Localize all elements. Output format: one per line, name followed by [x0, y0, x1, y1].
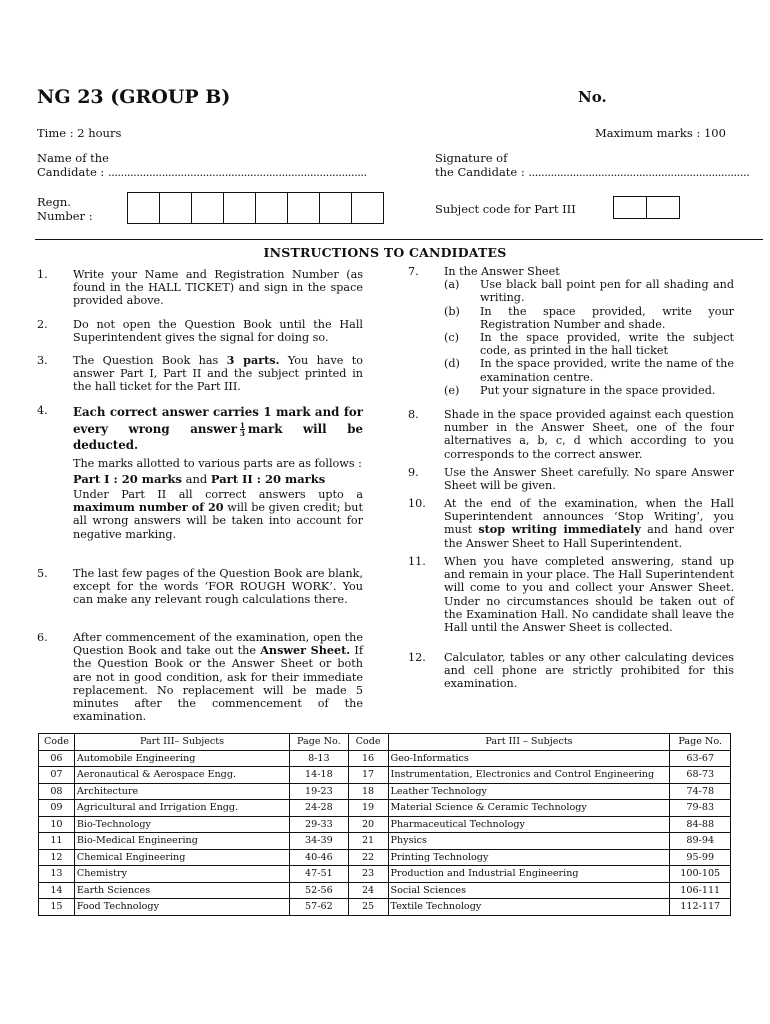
cell-subject: Pharmaceutical Technology: [388, 816, 670, 833]
cell-page-no: 24-28: [290, 800, 348, 817]
subject-code-table: [38, 733, 731, 916]
cell-code: 23: [348, 866, 388, 883]
regn-number-boxes[interactable]: [128, 192, 384, 224]
name-field[interactable]: [37, 165, 367, 179]
cell-page-no: 106-111: [670, 882, 731, 899]
col-header-code: Code: [348, 734, 388, 751]
cell-code: 17: [348, 767, 388, 784]
instruction-text: Calculator, tables or any other calculating devices and cell phone are strictly prohibited for this examination.: [444, 651, 734, 691]
cell-subject: Material Science & Ceramic Technology: [388, 800, 670, 817]
cell-subject: Food Technology: [74, 899, 289, 916]
name-label-line2: Candidate :: [37, 165, 108, 179]
instruction-number: 6.: [37, 631, 48, 644]
col-header-subjects: Part III– Subjects: [74, 734, 289, 751]
cell-subject: Aeronautical & Aerospace Engg.: [74, 767, 289, 784]
subject-code-box[interactable]: [613, 196, 647, 219]
signature-field[interactable]: [435, 165, 749, 179]
cell-subject: Bio-Medical Engineering: [74, 833, 289, 850]
exam-title: NG 23 (GROUP B): [37, 86, 231, 108]
cell-subject: Automobile Engineering: [74, 750, 289, 767]
max-marks-label: Maximum marks : 100: [595, 126, 726, 140]
instruction-text: When you have completed answering, stand up and remain in your place. The Hall Superintendent will come to you and collect your Answer Sheet. Under no circumstances should be taken out of the Examination Hall. No candidate shall leave the Hall until the Answer Sheet is collected.: [444, 555, 734, 635]
cell-code: 15: [39, 899, 75, 916]
instruction-text: Do not open the Question Book until the Hall Superintendent gives the signal for doing so.: [73, 318, 363, 345]
instruction-number: 12.: [408, 651, 426, 664]
regn-label-line1: Regn.: [37, 195, 71, 209]
cell-code: 19: [348, 800, 388, 817]
table-header-row: [39, 734, 731, 751]
regn-box[interactable]: [191, 192, 224, 224]
cell-subject: Instrumentation, Electronics and Control Engineering: [388, 767, 670, 784]
cell-code: 24: [348, 882, 388, 899]
cell-code: 10: [39, 816, 75, 833]
subject-code-box[interactable]: [646, 196, 680, 219]
regn-box[interactable]: [255, 192, 288, 224]
cell-subject: Chemical Engineering: [74, 849, 289, 866]
cell-subject: Agricultural and Irrigation Engg.: [74, 800, 289, 817]
regn-label-line2: Number :: [37, 209, 93, 223]
table-row: [39, 767, 731, 784]
cell-code: 14: [39, 882, 75, 899]
col-header-subjects: Part III – Subjects: [388, 734, 670, 751]
name-label-line1: Name of the: [37, 151, 109, 165]
cell-page-no: 34-39: [290, 833, 348, 850]
cell-page-no: 74-78: [670, 783, 731, 800]
cell-code: 16: [348, 750, 388, 767]
instruction-7a: (a) Use black ball point pen for all shading and writing.: [444, 278, 734, 305]
cell-page-no: 47-51: [290, 866, 348, 883]
instruction-number: 1.: [37, 268, 48, 281]
instruction-text: In the Answer Sheet (a) Use black ball point pen for all shading and writing. (b) In the space provided, write your Registration Number and shade. (c) In the space provided, write the subject code, as printed in the hall ticket (d) In the space provided, write the name of the examination centre. (e) Put your signature in the space provided.: [444, 265, 734, 397]
col-header-page: Page No.: [670, 734, 731, 751]
table-row: [39, 882, 731, 899]
regn-box[interactable]: [319, 192, 352, 224]
subject-code-label: Subject code for Part III: [435, 202, 576, 216]
cell-subject: Textile Technology: [388, 899, 670, 916]
cell-code: 12: [39, 849, 75, 866]
cell-code: 22: [348, 849, 388, 866]
cell-page-no: 52-56: [290, 882, 348, 899]
table-row: [39, 833, 731, 850]
regn-box[interactable]: [287, 192, 320, 224]
cell-page-no: 95-99: [670, 849, 731, 866]
table-row: [39, 783, 731, 800]
table-row: [39, 816, 731, 833]
instruction-text: Each correct answer carries 1 mark and for every wrong answer $\frac{1}{3}$ mark will be deducted. The marks allotted to various parts are as follows : Part I : 20 marks and Part II : 20 marks Under Part II all correct answers upto a maximum number of 20 will be given credit; but all wrong answers will be taken into account for negative marking.: [73, 405, 363, 541]
instruction-number: 9.: [408, 466, 419, 479]
cell-subject: Geo-Informatics: [388, 750, 670, 767]
regn-box[interactable]: [159, 192, 192, 224]
cell-page-no: 8-13: [290, 750, 348, 767]
one-third-fraction: $\frac{1}{3}$: [240, 421, 245, 438]
cell-subject: Physics: [388, 833, 670, 850]
subject-code-boxes[interactable]: [614, 196, 680, 219]
instruction-text: Shade in the space provided against each question number in the Answer Sheet, one of the four alternatives a, b, c, d which according to you corresponds to the correct answer.: [444, 408, 734, 461]
serial-number-label: No.: [578, 88, 607, 106]
instruction-text: Use the Answer Sheet carefully. No spare Answer Sheet will be given.: [444, 466, 734, 493]
col-header-page: Page No.: [290, 734, 348, 751]
instruction-number: 10.: [408, 497, 426, 510]
instruction-text: Write your Name and Registration Number (as found in the HALL TICKET) and sign in the space provided above.: [73, 268, 363, 308]
instruction-7d: (d) In the space provided, write the name of the examination centre.: [444, 357, 734, 384]
instruction-number: 3.: [37, 354, 48, 367]
cell-page-no: 40-46: [290, 849, 348, 866]
cell-code: 06: [39, 750, 75, 767]
cell-code: 21: [348, 833, 388, 850]
signature-dots: ......................................................................: [528, 165, 750, 179]
instruction-number: 2.: [37, 318, 48, 331]
instruction-7b: (b) In the space provided, write your Registration Number and shade.: [444, 304, 734, 331]
cell-page-no: 19-23: [290, 783, 348, 800]
cell-code: 25: [348, 899, 388, 916]
signature-label-line2: the Candidate :: [435, 165, 529, 179]
cell-subject: Earth Sciences: [74, 882, 289, 899]
cell-page-no: 79-83: [670, 800, 731, 817]
cell-subject: Architecture: [74, 783, 289, 800]
cell-code: 07: [39, 767, 75, 784]
instruction-number: 11.: [408, 555, 426, 568]
instruction-7c: (c) In the space provided, write the subject code, as printed in the hall ticket: [444, 331, 734, 358]
table-row: [39, 800, 731, 817]
table-row: [39, 899, 731, 916]
cell-page-no: 68-73: [670, 767, 731, 784]
cell-subject: Production and Industrial Engineering: [388, 866, 670, 883]
cell-page-no: 63-67: [670, 750, 731, 767]
regn-box[interactable]: [127, 192, 160, 224]
cell-page-no: 100-105: [670, 866, 731, 883]
instruction-text: The last few pages of the Question Book are blank, except for the words ‘FOR ROUGH WORK’. You can make any relevant rough calculations there.: [73, 567, 363, 607]
table-row: [39, 866, 731, 883]
cell-subject: Leather Technology: [388, 783, 670, 800]
cell-subject: Social Sciences: [388, 882, 670, 899]
col-header-code: Code: [39, 734, 75, 751]
signature-label-line1: Signature of: [435, 151, 508, 165]
instruction-7e: (e) Put your signature in the space provided.: [444, 383, 716, 397]
cell-page-no: 57-62: [290, 899, 348, 916]
table-row: [39, 750, 731, 767]
instruction-text: The Question Book has 3 parts. You have to answer Part I, Part II and the subject printed in the hall ticket for the Part III.: [73, 353, 363, 394]
cell-subject: Printing Technology: [388, 849, 670, 866]
instruction-number: 5.: [37, 567, 48, 580]
cell-code: 18: [348, 783, 388, 800]
instruction-text: After commencement of the examination, open the Question Book and take out the Answer Sheet. If the Question Book or the Answer Sheet or both are not in good condition, ask for their immediate replacement. No replacement will be made 5 minutes after the commencement of the examination.: [73, 631, 363, 724]
cell-code: 11: [39, 833, 75, 850]
cell-subject: Chemistry: [74, 866, 289, 883]
cell-page-no: 14-18: [290, 767, 348, 784]
cell-subject: Bio-Technology: [74, 816, 289, 833]
cell-code: 20: [348, 816, 388, 833]
cell-code: 09: [39, 800, 75, 817]
instruction-number: 8.: [408, 408, 419, 421]
cell-code: 08: [39, 783, 75, 800]
time-label: Time : 2 hours: [37, 126, 122, 140]
cell-page-no: 29-33: [290, 816, 348, 833]
cell-page-no: 84-88: [670, 816, 731, 833]
instructions-heading: INSTRUCTIONS TO CANDIDATES: [263, 245, 507, 260]
name-dots: ..................................................................................: [107, 165, 367, 179]
regn-box[interactable]: [223, 192, 256, 224]
table-row: [39, 849, 731, 866]
regn-box[interactable]: [351, 192, 384, 224]
cell-page-no: 112-117: [670, 899, 731, 916]
instruction-text: At the end of the examination, when the Hall Superintendent announces ‘Stop Writing’, you must stop writing immediately and hand over the Answer Sheet to Hall Superintendent.: [444, 497, 734, 550]
header-divider: [35, 239, 763, 240]
instruction-number: 4.: [37, 404, 48, 417]
cell-code: 13: [39, 866, 75, 883]
instruction-number: 7.: [408, 265, 419, 278]
cell-page-no: 89-94: [670, 833, 731, 850]
